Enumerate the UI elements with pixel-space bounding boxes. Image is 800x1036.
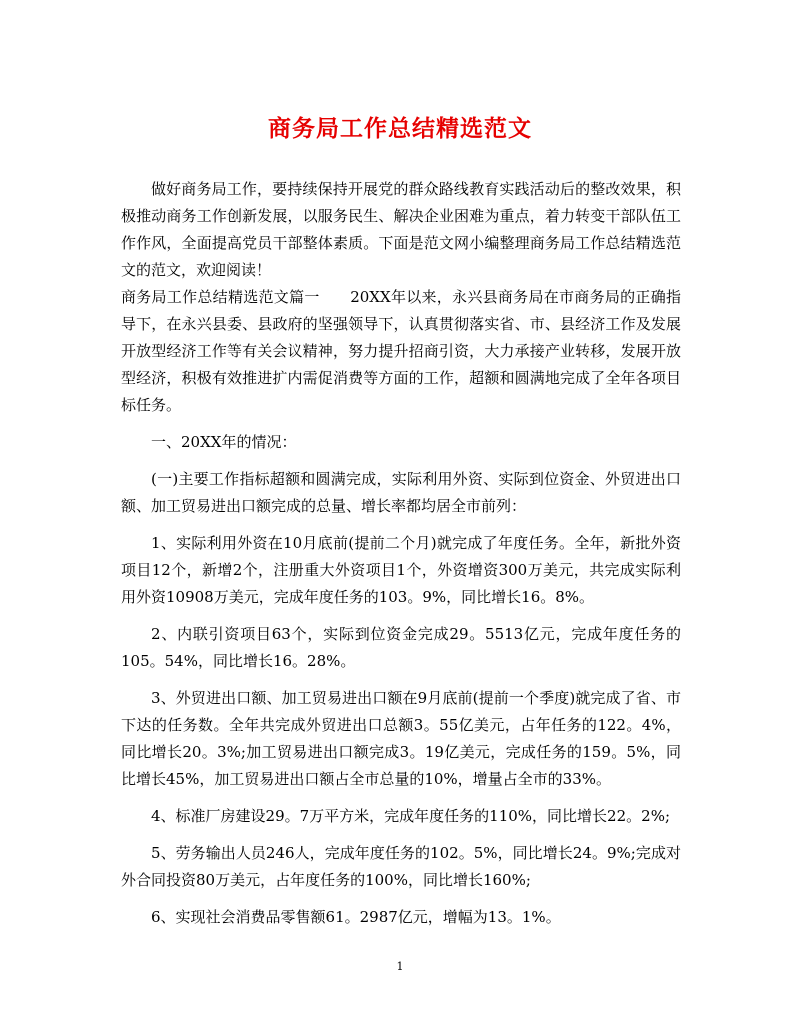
item-domestic-investment: 2、内联引资项目63个，实际到位资金完成29。5513亿元，完成年度任务的105。54%，同比增长16。28%。 <box>121 625 681 670</box>
item-standard-factory: 4、标准厂房建设29。7万平方米，完成年度任务的110%，同比增长22。2%; <box>151 807 670 825</box>
heading-2020-situation: 一、20XX年的情况： <box>151 433 297 451</box>
section-one-paragraph: 商务局工作总结精选范文篇一 20XX年以来，永兴县商务局在市商务局的正确指导下，在永兴县委、县政府的坚强领导下，认真贯彻落实省、市、县经济工作及发展开放型经济工作等有关会议精神，努力提升招商引资，大力承接产业转移，发展开放型经济，积极有效推进扩内需促消费等方面的工作，超额和圆满地完成了全年各项目标任务。 <box>121 288 681 414</box>
intro-paragraph: 做好商务局工作，要持续保持开展党的群众路线教育实践活动后的整改效果，积极推动商务工作创新发展，以服务民生、解决企业困难为重点，着力转变干部队伍工作作风，全面提高党员干部整体素质。下面是范文网小编整理商务局工作总结精选范文的范文，欢迎阅读！ <box>121 180 681 279</box>
document-body <box>121 176 681 931</box>
item-foreign-trade: 3、外贸进出口额、加工贸易进出口额在9月底前(提前一个季度)就完成了省、市下达的任务数。全年共完成外贸进出口总额3。55亿美元，占年任务的122。4%，同比增长20。3%;加工贸易进出口额完成3。19亿美元，完成任务的159。5%，同比增长45%，加工贸易进出口额占全市总量的10%，增量占全市的33%。 <box>121 689 681 788</box>
page-number: 1 <box>396 960 404 973</box>
document-title: 商务局工作总结精选范文 <box>268 115 532 142</box>
item-retail-sales: 6、实现社会消费品零售额61。2987亿元，增幅为13。1%。 <box>151 908 561 926</box>
item-foreign-investment: 1、实际利用外资在10月底前(提前二个月)就完成了年度任务。全年，新批外资项目12个，新增2个，注册重大外资项目1个，外资增资300万美元，共完成实际利用外资10908万美元，完成年度任务的103。9%，同比增长16。8%。 <box>121 534 681 606</box>
item-labor-export: 5、劳务输出人员246人，完成年度任务的102。5%，同比增长24。9%;完成对外合同投资80万美元，占年度任务的100%，同比增长160%; <box>121 844 681 889</box>
subheading-main-indicators: (一)主要工作指标超额和圆满完成，实际利用外资、实际到位资金、外贸进出口额、加工贸易进出口额完成的总量、增长率都均居全市前列： <box>121 470 681 515</box>
